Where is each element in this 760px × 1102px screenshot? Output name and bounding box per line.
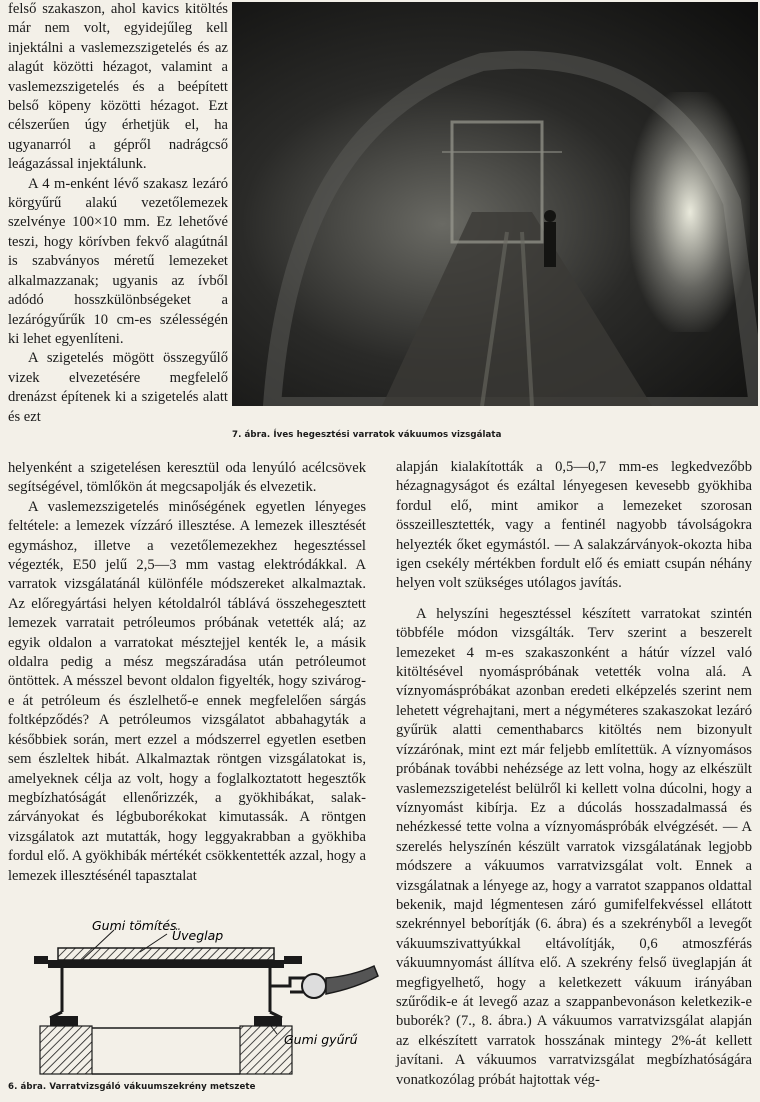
figure-7-caption: 7. ábra. Íves hegesztési varratok vákuumos vizsgálata <box>232 430 502 440</box>
paragraph: A 4 m-enként lévő szakasz lezáró körgyűrű alakú vezetőlemezek szelvénye 100×10 mm. Ez lehetővé teszi, hogy körívben fekvő alagútnál is szabványos méretű lemezeket alkalmazzanak; ugyanis az ívből adódó hosszkülönbségeket a lezárógyűrűk 10 cm-es szélességén ki lehet egyenlíteni. <box>8 175 228 347</box>
vacuum-box-diagram <box>22 916 382 1078</box>
paragraph: helyenként a szigetelésen keresztül oda lenyúló acélcsövek segítségével, tömlőkön át megcsapolják és elvezetik. <box>8 460 366 496</box>
paragraph: A szigetelés mögött összegyűlő vizek elvezetésére megfelelő drenázst építenek ki a szigetelés alatt és ezt <box>8 350 228 425</box>
paragraph: felső szakaszon, ahol kavics kitöltés már nem volt, egyidejűleg kell injektálni a vaslemezszigetelés és az alagút közötti hézagot, valamint a vaslemezszigetelés és a beépített belső köpeny közötti hézagot. Ezt célszerűen úgy érhetjük el, ha ugyanarról a gépről nadrágcső leágazással injektálunk. <box>8 1 228 173</box>
label-glass-plate: Üveglap <box>172 928 224 943</box>
vacuum-box-drawing <box>22 916 382 1078</box>
paragraph: A vaslemezszigetelés minőségének egyetlen lényeges feltétele: a lemezek vízzáró illesztése. A lemezek illesztését egymáshoz, illetve a vezetőlemezekhez hegesztéssel végezték, E50 jelű 2,5—3 mm vastag elektródákkal. A varratok vizsgálatánál különféle módszereket alkalmaztak. Az előregyártási helyen kétoldalról táblává összehegesztett lemezek varratait petróleumos próbának vetették alá; az egyik oldalon a varratokat mésztejjel kenték le, a másik oldalra pedig a mész megszáradása után petróleumot öntöttek. A mésszel bevont oldalon figyelték, hogy szivárog-e át petróleum és észlelhető-e ennek megfelelően sárgás foltképződés? A petróleumos vizsgálatot abbahagyták a későbbiek során, mert ezzel a módszerrel egyetlen esetben sem észleltek hibát. Alkalmaztak röntgen vizsgálatokat is, amelyeknek célja az volt, hogy a foglalkoztatott hegesztők megbízhatóságát ellenőrizzék, a gyökhibákat, salak-zárványokat és légbuborékokat kimutassák. A röntgen vizsgálatok azt mutatták, hogy leggyakrabban a gyökhiba fordul elő. A gyökhibák mértékét csökkentették azzal, hogy a lemezek illesztésénél tapasztalat <box>8 498 366 884</box>
text-column-top-left <box>8 0 228 427</box>
tunnel-photo <box>232 2 758 406</box>
light-glare <box>630 92 750 332</box>
paragraph: A helyszíni hegesztéssel készített varratokat szintén többféle módon vizsgálták. Terv szerint a beszerelt lemezeket 4 m-es szakaszonként a hátúr vízzel való kitöltésével nyomáspróbának vetették volna alá. A víznyomáspróbákat azonban eredeti elképzelés szerint nem lehetett végrehajtani, mert a négyméteres szakaszokat lezáró gyűrük alatti cementhabarcs kitöltés nem bizonyult vízzárónak, mint ezt már feljebb említettük. A víznyomásos próbának további nehézsége az lett volna, hogy az elkészült vaslemezszigetelést belülről ki kellett volna dúcolni, hogy a víznyomást kibírja. Ez a dúcolás hosszadalmassá és nehézkessé tette volna a víznyomáspróbák elvégzését. — A szerelés helyszínén készült varratok vizsgálatának legjobb módszere a vákuumos varratvizsgálat volt. Ennek a vizsgálatnak a lényege az, hogy a varratot szappanos oldattal bekenik, majd légmentesen záró gumifelfekvéssel ellátott szekrénnyel beborítják (6. ábra) és a szekrényből a levegőt vákuumszivattyúkkal eltávolítják, 0,6 atmoszférás vákuumnyomást állítva elő. A szekrény felső üveglapján át megfigyelhető, hogy a keletkezett vákuum irányában szűrődik-e át levegő azaz a szappanbevonáson keletkezik-e buborék? (7., 8. ábra.) A vákuumos varratvizsgálat alapján az elkészített varratok hosszának mintegy 2%-át kellett javítani. A vákuumos varratvizsgálat megbízhatóságára vonatkozólag próbát hajtottak vég- <box>396 605 752 1088</box>
label-rubber-ring: Gumi gyűrű <box>284 1032 358 1047</box>
paragraph: alapján kialakították a 0,5—0,7 mm-es legkedvezőbb hézagnagyságot és ezáltal lényegesen kevesebb gyökhiba fordul elő, mint amikor a lemezeket szorosan összeillesztették, vagy a fentinél nagyobb távolságokra helyezték őket egymástól. — A salakzárványok-okozta hiba igen csekély mértékben fordult elő és emiatt csupán néhány helyen volt szükséges utólagos javítás. <box>396 459 752 592</box>
figure-6-caption: 6. ábra. Varratvizsgáló vákuumszekrény metszete <box>8 1082 256 1092</box>
text-column-right <box>396 458 752 1090</box>
text-column-left <box>8 459 366 886</box>
label-rubber-seal: Gumi tömítés <box>92 918 177 933</box>
